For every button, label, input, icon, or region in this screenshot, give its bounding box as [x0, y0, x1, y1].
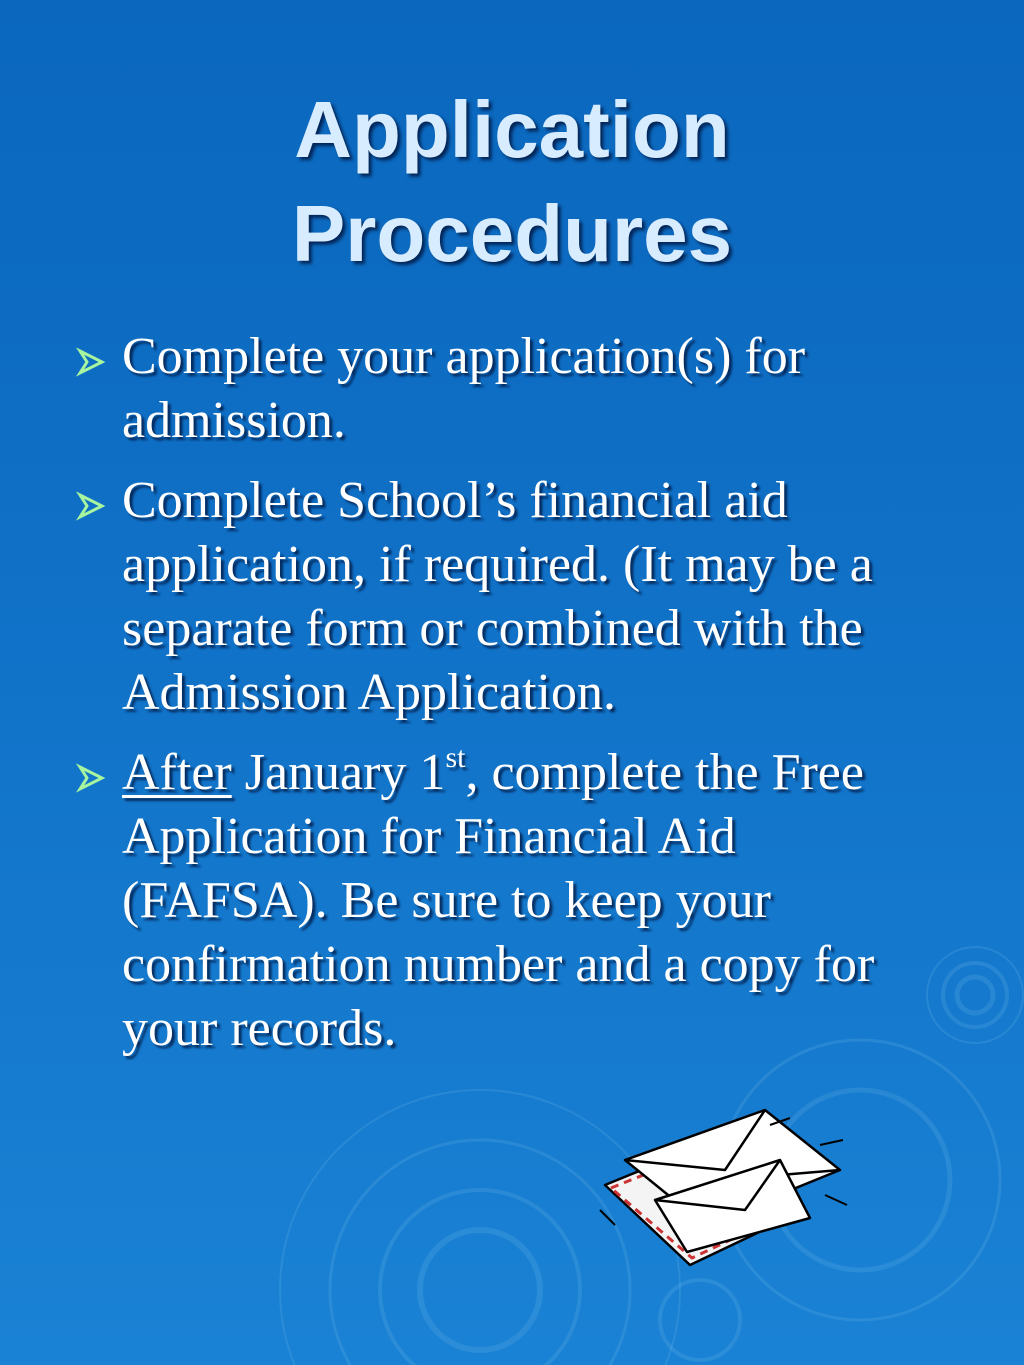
- after-emphasis: After: [122, 744, 232, 801]
- fafsa-date-text: January 1: [231, 744, 446, 801]
- bullet-item-fafsa: [0, 741, 1024, 1061]
- envelope-clipart: [595, 1100, 855, 1270]
- arrow-bullet-icon: [76, 763, 106, 793]
- ordinal-suffix: st: [445, 741, 466, 774]
- arrow-bullet-icon: [76, 491, 106, 521]
- bullet-text-financial-aid: Complete School’s financial aid application, if required. (It may be a separate form or combined with the Admission Application.: [122, 472, 873, 721]
- title-line-2: Procedures: [291, 189, 733, 278]
- bullet-text-application: Complete your application(s) for admission.: [122, 328, 806, 449]
- arrow-bullet-icon: [76, 347, 106, 377]
- bullet-item-application: [0, 325, 1024, 453]
- fafsa-instruction-text: , complete the Free Application for Financial Aid (FAFSA). Be sure to keep your confirmation number and a copy for your records.: [122, 744, 875, 1057]
- slide-title: [0, 78, 1024, 286]
- bullet-list: [0, 325, 1024, 1077]
- bullet-item-financial-aid: [0, 469, 1024, 725]
- title-line-1: Application: [294, 85, 730, 174]
- bullet-text-fafsa: [122, 741, 944, 1061]
